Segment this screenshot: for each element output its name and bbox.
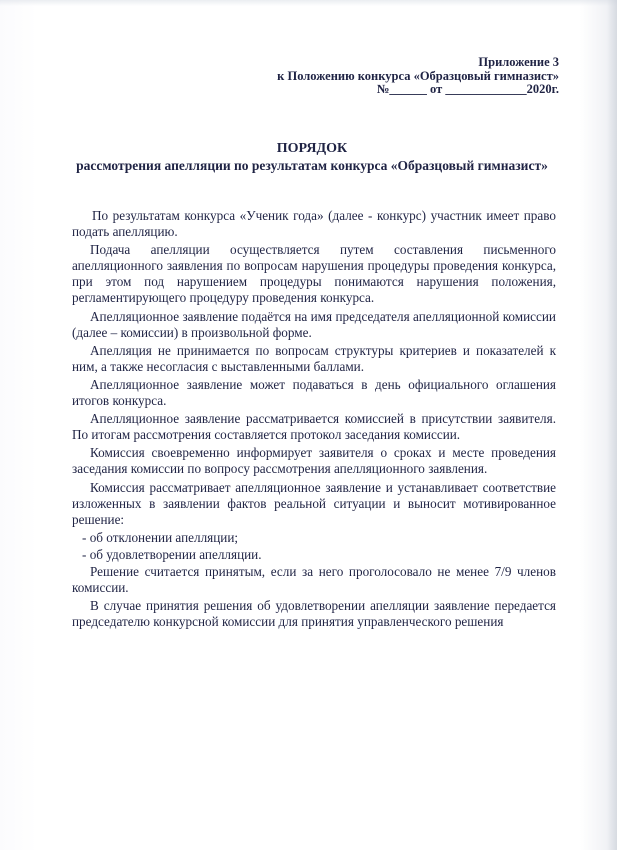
paragraph-addressee: Апелляционное заявление подаётся на имя председателя апелляционной комиссии (далее – комиссии) в произвольной форме.	[72, 308, 556, 340]
list-item-reject: - об отклонении апелляции;	[82, 529, 239, 545]
paragraph-appeal-right: По результатам конкурса «Ученик года» (далее - конкурс) участник имеет право подать апелляцию.	[72, 208, 556, 240]
paragraph-appeal-submission: Подача апелляции осуществляется путем составления письменного апелляционного заявления по вопросам нарушения процедуры проведения конкурса, при этом под нарушением процедуры понимаются нарушения положения, регламентирующего процедуру проведения конкурса.	[72, 242, 556, 306]
paragraph-review: Апелляционное заявление рассматривается комиссией в присутствии заявителя. По итогам рассмотрения составляется протокол заседания комиссии.	[72, 411, 556, 443]
document-subtitle: рассмотрения апелляции по результатам конкурса «Образцовый гимназист»	[76, 158, 548, 173]
paragraph-decision: Комиссия рассматривает апелляционное заявление и устанавливает соответствие изложенных в заявлении фактов реальной ситуации и выносит мотивированное решение:	[72, 479, 556, 527]
scan-edge-top	[0, 0, 617, 6]
document-body	[72, 208, 556, 632]
paragraph-not-accepted: Апелляция не принимается по вопросам структуры критериев и показателей к ним, а также несогласия с выставленными баллами.	[72, 342, 556, 374]
scan-edge-right	[607, 0, 617, 850]
appendix-regulation: к Положению конкурса «Образцовый гимназист»	[277, 68, 559, 83]
paragraph-vote: Решение считается принятым, если за него проголосовало не менее 7/9 членов комиссии.	[72, 563, 556, 596]
list-item-satisfy: - об удовлетворении апелляции.	[82, 546, 262, 562]
document-heading	[72, 140, 552, 174]
appendix-number: Приложение 3	[478, 55, 559, 69]
paragraph-submission-day: Апелляционное заявление может подаваться в день официального оглашения итогов конкурса.	[72, 376, 556, 409]
appendix-date-line: №______ от _____________2020г.	[376, 82, 559, 96]
document-title: ПОРЯДОК	[276, 141, 348, 156]
paragraph-notification: Комиссия своевременно информирует заявителя о сроках и месте проведения заседания комиссии по вопросу рассмотрения апелляционного заявления.	[72, 445, 556, 477]
appendix-header	[277, 56, 559, 97]
paragraph-transfer: В случае принятия решения об удовлетворении апелляции заявление передается председателю конкурсной комиссии для принятия управленческого решения	[72, 598, 556, 630]
